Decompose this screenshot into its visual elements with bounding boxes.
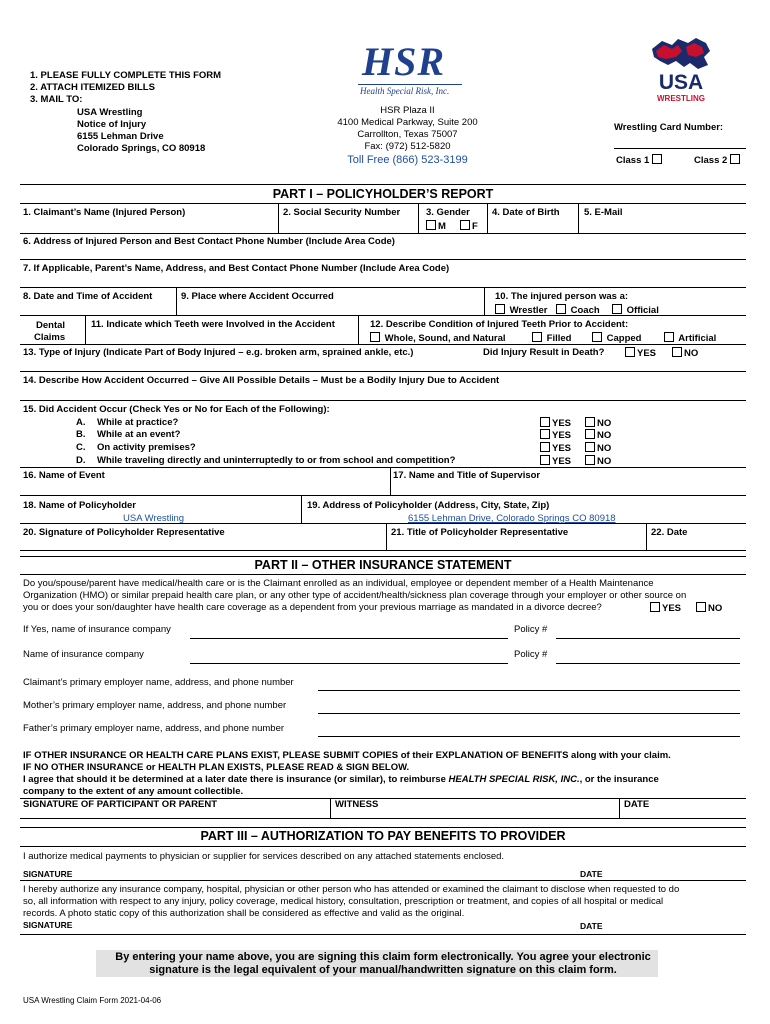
q15c-no-label: NO [597,443,612,454]
authorization-signature-label: SIGNATURE [23,869,73,879]
wrestling-card-number-label: Wrestling Card Number: [614,122,724,133]
other-insurance-no[interactable] [696,602,722,615]
role-coach-checkbox[interactable] [556,304,566,314]
hsr-fax: Fax: (972) 512-5820 [364,141,451,152]
gender-f-option[interactable] [460,220,478,233]
q15c-no[interactable] [585,442,611,455]
claimant-employer-line[interactable] [318,690,740,691]
q15a-yes-checkbox[interactable] [540,417,550,427]
divider [278,203,279,233]
insurance-company-yes-line[interactable] [190,638,508,639]
other-insurance-no-label: NO [708,603,723,614]
teeth-whole-label: Whole, Sound, and Natural [384,333,506,344]
q15a-yes-label: YES [552,418,572,429]
death-no-label: NO [684,348,699,359]
rule [20,846,746,847]
hsr-logo-text: HSR [362,39,446,84]
policyholder-address-value: 6155 Lehman Drive, Colorado Springs CO 80918 [408,513,616,524]
instruction-3: 3. MAIL TO: [30,94,83,105]
gender-m-option[interactable] [426,220,446,233]
hsr-logo-rule [358,84,462,85]
gender-m-label: M [438,221,446,232]
q15c-yes[interactable] [540,442,571,455]
policy-number-label-1: Policy # [514,624,548,635]
policy-number-line-1[interactable] [556,638,740,639]
rule [20,827,746,828]
rule [20,287,746,288]
q15d-letter: D. [76,455,86,466]
part1-top-rule [20,184,746,185]
notice-line-3 [23,774,659,786]
gender-f-label: F [472,221,478,232]
accident-occur-question: 15. Did Accident Occur (Check Yes or No for Each of the Following): [23,404,330,415]
q15d-no-checkbox[interactable] [585,455,595,465]
teeth-filled-label: Filled [546,333,572,344]
participant-signature-label: SIGNATURE OF PARTICIPANT OR PARENT [23,799,218,810]
form-footer: USA Wrestling Claim Form 2021-04-06 [23,996,162,1005]
q15b-letter: B. [76,429,86,440]
q15d-yes-label: YES [552,456,572,467]
accident-place-label: 9. Place where Accident Occurred [181,291,334,302]
role-wrestler-label: Wrestler [509,305,548,316]
class-1-checkbox[interactable] [652,154,662,164]
q15a-letter: A. [76,417,86,428]
rule [20,523,746,524]
supervisor-label: 17. Name and Title of Supervisor [393,470,541,481]
teeth-capped-checkbox[interactable] [592,332,602,342]
rule [20,467,746,468]
q15d-no-label: NO [597,456,612,467]
email-label: 5. E-Mail [584,207,623,218]
role-official-checkbox[interactable] [612,304,622,314]
mail-to-line-4: Colorado Springs, CO 80918 [77,143,206,154]
accident-description-label: 14. Describe How Accident Occurred – Give All Possible Details – Must be a Bodily Injury Due to Accident [23,375,500,386]
death-no-option[interactable] [672,347,698,360]
address-label: 6. Address of Injured Person and Best Contact Phone Number (Include Area Code) [23,236,395,247]
teeth-whole-checkbox[interactable] [370,332,380,342]
other-insurance-no-checkbox[interactable] [696,602,706,612]
other-insurance-question-3: you or does your son/daughter have health care coverage as a dependent from your previous marriage as mandated in a divorce decree? [23,602,602,613]
rule [20,574,746,575]
event-name-label: 16. Name of Event [23,470,105,481]
q15b-no[interactable] [585,429,611,442]
father-employer-line[interactable] [318,736,740,737]
q15c-yes-label: YES [552,443,572,454]
q15c-yes-checkbox[interactable] [540,442,550,452]
insurance-company-line[interactable] [190,663,508,664]
role-coach-label: Coach [570,305,600,316]
esign-notice-line-2: signature is the legal equivalent of your manual/handwritten signature on this claim form. [149,964,617,976]
q15b-text: While at an event? [97,429,181,440]
authorization-date-label: DATE [580,869,603,879]
divider [484,287,485,315]
dob-label: 4. Date of Birth [492,207,560,218]
q15b-yes[interactable] [540,429,571,442]
wrestling-card-number-line[interactable] [614,148,746,149]
usa-logo-subtitle: WRESTLING [657,94,705,103]
policyholder-name-label: 18. Name of Policyholder [23,500,136,511]
divider [358,315,359,344]
mail-to-line-1: USA Wrestling [77,107,143,118]
claimant-name-label: 1. Claimant’s Name (Injured Person) [23,207,186,218]
policyholder-title-label: 21. Title of Policyholder Representative [391,527,569,538]
notice-line-2: IF NO OTHER INSURANCE or HEALTH PLAN EXISTS, PLEASE READ & SIGN BELOW. [23,762,410,773]
mother-employer-label: Mother’s primary employer name, address, and phone number [23,700,287,711]
rule [20,371,746,372]
policyholder-address-label: 19. Address of Policyholder (Address, City, State, Zip) [307,500,550,511]
other-insurance-question-2: Organization (HMO) or similar prepaid health care plan, or any other type of accident/health/sickness plan coverage through your employer or other source on [23,590,687,601]
disclosure-signature-label: SIGNATURE [23,920,73,930]
notice-line-4: company to the extent of any amount collectible. [23,786,244,797]
policyholder-name-value: USA Wrestling [123,513,185,524]
other-insurance-question-1: Do you/spouse/parent have medical/health care or is the Claimant enrolled as an individual, employee or dependent member of a Health Maintenance [23,578,654,589]
insurance-company-yes-label: If Yes, name of insurance company [23,624,171,635]
class-2-checkbox[interactable] [730,154,740,164]
instruction-1: 1. PLEASE FULLY COMPLETE THIS FORM [30,70,222,81]
part2-title: PART II – OTHER INSURANCE STATEMENT [254,558,512,572]
hsr-address-3: Carrollton, Texas 75007 [357,129,458,140]
other-insurance-yes-label: YES [662,603,682,614]
q15d-text: While traveling directly and uninterruptedly to or from school and competition? [97,455,456,466]
part1-title: PART I – POLICYHOLDER’S REPORT [272,187,494,201]
disclosure-text-2: so, all information with respect to any injury, policy coverage, medical history, consultation, prescription or treatment, and copies of all hospital or medical [23,896,664,907]
class-2-label: Class 2 [694,155,728,166]
esign-notice-line-1: By entering your name above, you are signing this claim form electronically. You agree your electronic [115,951,651,963]
policyholder-date-label: 22. Date [651,527,688,538]
teeth-capped-label: Capped [606,333,642,344]
gender-m-checkbox[interactable] [426,220,436,230]
q15b-yes-label: YES [552,430,572,441]
rule [20,315,746,316]
q15c-text: On activity premises? [97,442,196,453]
q15a-no-checkbox[interactable] [585,417,595,427]
mail-to-line-2: Notice of Injury [77,119,147,130]
disclosure-text-1: I hereby authorize any insurance company, hospital, physician or other person who has attended or examined the claimant to disclose when requested to do [23,884,680,895]
divider [390,467,391,495]
rule [20,556,746,557]
rule [20,344,746,345]
notice-3b: HEALTH SPECIAL RISK, INC. [448,774,580,785]
authorization-text: I authorize medical payments to physician or supplier for services described on any attached statements enclosed. [23,851,505,862]
divider [85,315,86,344]
injury-type-label: 13. Type of Injury (Indicate Part of Body Injured – e.g. broken arm, sprained ankle, etc.) [23,347,414,358]
disclosure-date-label: DATE [580,921,603,931]
usa-logo-text: USA [658,71,704,94]
q15d-yes-checkbox[interactable] [540,455,550,465]
policy-number-line-2[interactable] [556,663,740,664]
q15a-no-label: NO [597,418,612,429]
divider [619,798,620,818]
claimant-employer-label: Claimant’s primary employer name, address, and phone number [23,677,294,688]
injured-person-role-label: 10. The injured person was a: [495,291,629,302]
authorization-signature-line[interactable] [20,880,746,881]
usa-wrestling-logo [648,35,714,107]
gender-label: 3. Gender [426,207,470,218]
divider [301,495,302,523]
hsr-address-2: 4100 Medical Parkway, Suite 200 [337,117,478,128]
insurance-company-label: Name of insurance company [23,649,144,660]
q15a-text: While at practice? [97,417,179,428]
wrestlers-silhouette-icon [648,35,714,73]
class-1-option[interactable] [616,154,664,167]
death-question: Did Injury Result in Death? [483,347,605,358]
ssn-label: 2. Social Security Number [283,207,401,218]
role-wrestler-checkbox[interactable] [495,304,505,314]
policyholder-signature-label: 20. Signature of Policyholder Representative [23,527,225,538]
q15c-letter: C. [76,442,86,453]
rule [20,550,746,551]
parent-info-label: 7. If Applicable, Parent’s Name, Address, and Best Contact Phone Number (Include Area Code) [23,263,450,274]
other-insurance-yes-checkbox[interactable] [650,602,660,612]
q15b-no-label: NO [597,430,612,441]
hsr-logo [358,40,462,98]
divider [176,287,177,315]
class-2-option[interactable] [694,154,742,167]
instruction-2: 2. ATTACH ITEMIZED BILLS [30,82,155,93]
gender-f-checkbox[interactable] [460,220,470,230]
teeth-artificial-label: Artificial [678,333,717,344]
q15c-no-checkbox[interactable] [585,442,595,452]
other-insurance-yes[interactable] [650,602,681,615]
divider [330,798,331,818]
witness-label: WITNESS [335,799,379,810]
death-yes-option[interactable] [625,347,656,360]
dental-claims-label-1: Dental [36,320,66,331]
divider [487,203,488,233]
policy-number-label-2: Policy # [514,649,548,660]
part1-title-rule [20,203,746,204]
participant-date-label: DATE [624,799,650,810]
hsr-logo-subtitle: Health Special Risk, Inc. [360,86,450,96]
q15b-no-checkbox[interactable] [585,429,595,439]
rule [20,233,746,234]
rule [20,259,746,260]
disclosure-signature-line[interactable] [20,934,746,935]
toll-free-phone: Toll Free (866) 523-3199 [347,154,468,166]
mail-to-line-3: 6155 Lehman Drive [77,131,164,142]
rule [20,495,746,496]
rule [20,818,746,819]
divider [418,203,419,233]
dental-claims-label-2: Claims [34,332,66,343]
part3-title: PART III – AUTHORIZATION TO PAY BENEFITS TO PROVIDER [200,829,566,843]
death-no-checkbox[interactable] [672,347,682,357]
role-official-label: Official [626,305,659,316]
death-yes-label: YES [637,348,657,359]
notice-3c: , or the insurance [579,774,659,785]
death-yes-checkbox[interactable] [625,347,635,357]
notice-line-1: IF OTHER INSURANCE OR HEALTH CARE PLANS EXIST, PLEASE SUBMIT COPIES of their EXPLANATION OF BENEFITS along with your claim. [23,750,671,761]
disclosure-text-3: records. A photo static copy of this authorization shall be considered as effective and valid as the original. [23,908,465,919]
divider [386,523,387,550]
teeth-condition-label: 12. Describe Condition of Injured Teeth Prior to Accident: [370,319,629,330]
class-1-label: Class 1 [616,155,650,166]
rule [20,400,746,401]
mother-employer-line[interactable] [318,713,740,714]
accident-date-label: 8. Date and Time of Accident [23,291,153,302]
divider [646,523,647,550]
teeth-involved-label: 11. Indicate which Teeth were Involved in the Accident [91,319,335,330]
notice-3a: I agree that should it be determined at a later date there is insurance (or similar), to reimburse [23,774,449,785]
teeth-artificial-checkbox[interactable] [664,332,674,342]
q15b-yes-checkbox[interactable] [540,429,550,439]
father-employer-label: Father’s primary employer name, address, and phone number [23,723,285,734]
hsr-address-1: HSR Plaza II [380,105,435,116]
teeth-filled-checkbox[interactable] [532,332,542,342]
divider [578,203,579,233]
